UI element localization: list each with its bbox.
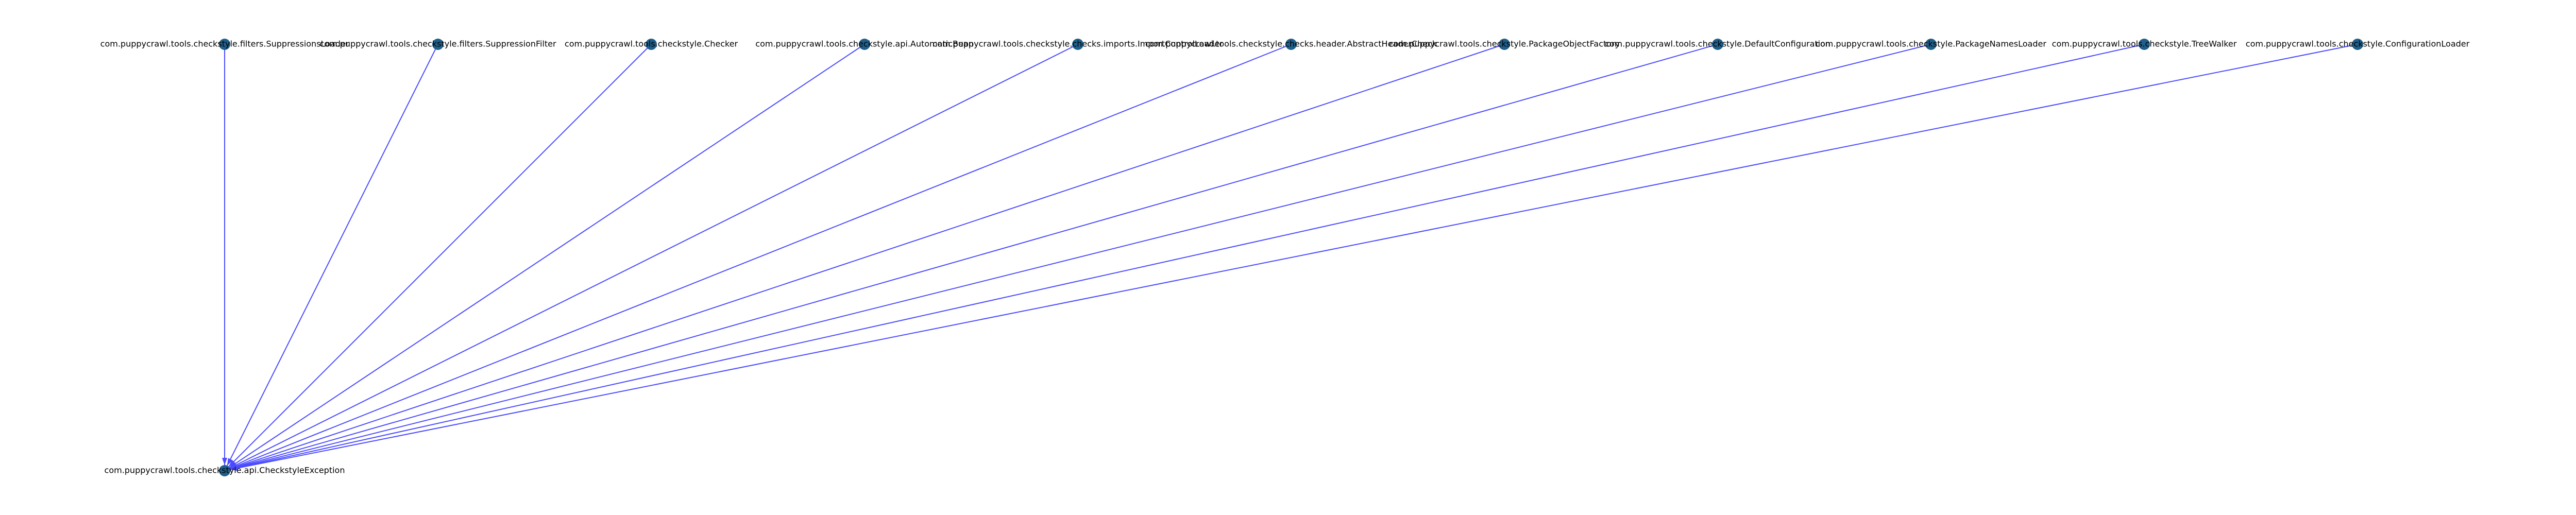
edge-default-configuration-to-checkstyle-exception bbox=[225, 44, 1718, 471]
node-label-import-control-loader: com.puppycrawl.tools.checkstyle.checks.imports.ImportControlLoader bbox=[933, 39, 1223, 49]
edge-package-names-loader-to-checkstyle-exception bbox=[225, 44, 1931, 471]
edge-import-control-loader-to-checkstyle-exception bbox=[225, 44, 1078, 471]
node-label-checkstyle-exception: com.puppycrawl.tools.checkstyle.api.CheckstyleException bbox=[104, 465, 345, 475]
edge-tree-walker-to-checkstyle-exception bbox=[225, 44, 2144, 471]
node-label-automatic-bean: com.puppycrawl.tools.checkstyle.api.AutomaticBean bbox=[755, 39, 974, 49]
edge-abstract-header-check-to-checkstyle-exception bbox=[225, 44, 1291, 471]
node-label-tree-walker: com.puppycrawl.tools.checkstyle.TreeWalker bbox=[2052, 39, 2237, 49]
edge-checker-to-checkstyle-exception bbox=[225, 44, 651, 471]
node-label-configuration-loader: com.puppycrawl.tools.checkstyle.ConfigurationLoader bbox=[2245, 39, 2470, 49]
edge-package-object-factory-to-checkstyle-exception bbox=[225, 44, 1504, 471]
arrowhead-suppressions-loader bbox=[222, 458, 227, 465]
edges-layer bbox=[225, 44, 2358, 471]
labels-layer bbox=[100, 39, 2470, 475]
node-label-package-object-factory: com.puppycrawl.tools.checkstyle.PackageObjectFactory bbox=[1388, 39, 1620, 49]
node-label-suppressions-loader: com.puppycrawl.tools.checkstyle.filters.SuppressionsLoader bbox=[100, 39, 349, 49]
node-label-abstract-header-check: com.puppycrawl.tools.checkstyle.checks.header.AbstractHeaderCheck bbox=[1145, 39, 1437, 49]
node-label-checker: com.puppycrawl.tools.checkstyle.Checker bbox=[564, 39, 738, 49]
edge-suppression-filter-to-checkstyle-exception bbox=[225, 44, 438, 471]
node-label-package-names-loader: com.puppycrawl.tools.checkstyle.PackageNamesLoader bbox=[1816, 39, 2046, 49]
node-label-suppression-filter: com.puppycrawl.tools.checkstyle.filters.SuppressionFilter bbox=[319, 39, 556, 49]
node-label-default-configuration: com.puppycrawl.tools.checkstyle.DefaultConfiguration bbox=[1604, 39, 1831, 49]
